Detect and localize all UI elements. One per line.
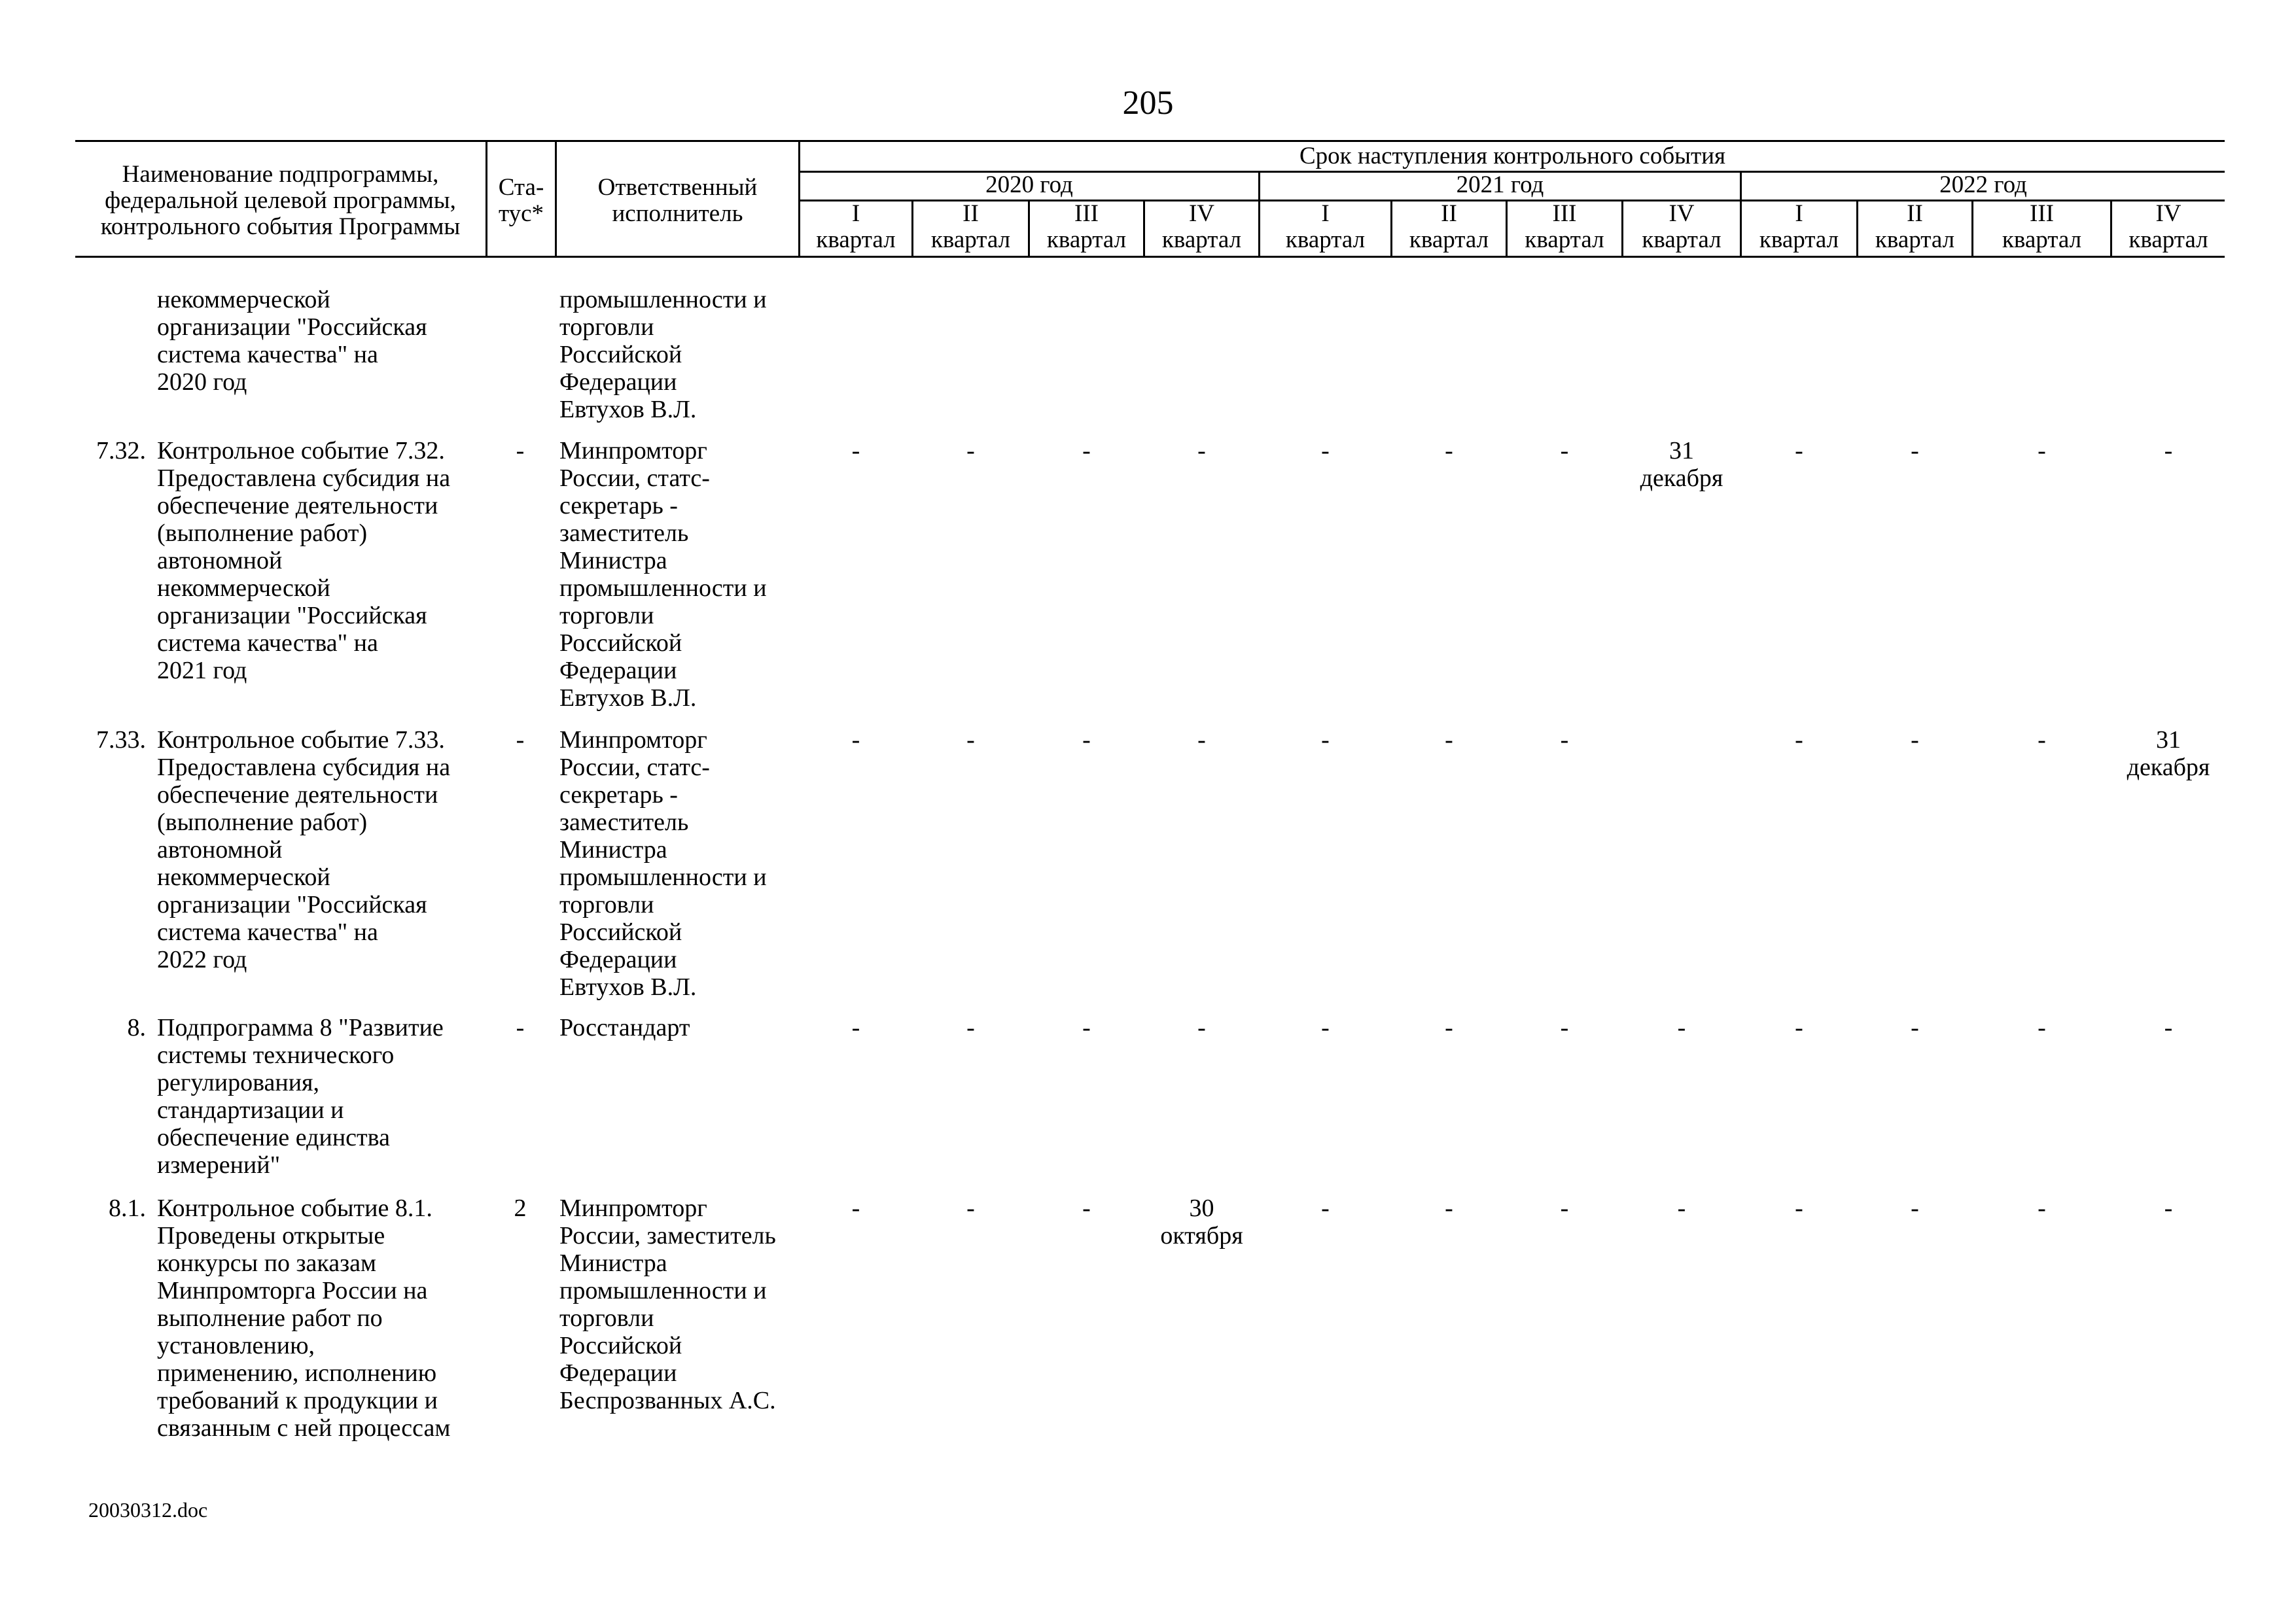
- row-number: 8.1.: [109, 1195, 146, 1222]
- quarter-cell: -: [1911, 1195, 1919, 1222]
- row-name: Контрольное событие 7.32. Предоставлена субсидия на обеспечение деятельности (выполнение работ) автономной некоммерческой организации "Российская система качества" на 2021 год: [157, 437, 451, 684]
- quarter-cell: -: [1445, 726, 1453, 754]
- header-year-2022: 2022 год: [1939, 171, 2027, 198]
- header-quarter: I квартал: [1759, 200, 1839, 253]
- quarter-cell: -: [1795, 726, 1803, 754]
- header-quarter: IV квартал: [2128, 200, 2208, 253]
- quarter-cell: -: [1560, 726, 1569, 754]
- header-year-2020: 2020 год: [985, 171, 1073, 198]
- header-quarter: IV квартал: [1161, 200, 1242, 253]
- row-name: Контрольное событие 8.1. Проведены открытые конкурсы по заказам Минпромторга России на выполнение работ по установлению, применению, исполнению требований к продукции и связанным с ней процессам: [157, 1195, 451, 1442]
- row-status: 2: [514, 1195, 527, 1222]
- quarter-cell: -: [966, 726, 975, 754]
- footer-filename: 20030312.doc: [88, 1498, 208, 1522]
- row-status: -: [516, 1014, 525, 1041]
- quarter-cell: -: [851, 437, 860, 464]
- header-quarter: IV квартал: [1642, 200, 1722, 253]
- header-quarter: II квартал: [1409, 200, 1489, 253]
- row-status: -: [516, 726, 525, 754]
- header-quarter: III квартал: [1046, 200, 1127, 253]
- quarter-cell: -: [851, 1195, 860, 1222]
- quarter-cell: -: [966, 1195, 975, 1222]
- quarter-cell: -: [1321, 437, 1330, 464]
- quarter-cell: -: [851, 726, 860, 754]
- header-year-2021: 2021 год: [1456, 171, 1544, 198]
- row-number: 8.: [127, 1014, 146, 1041]
- header-quarter: III квартал: [1525, 200, 1604, 253]
- header-name-column: Наименование подпрограммы, федеральной целевой программы, контрольного события Программы: [100, 161, 461, 240]
- quarter-cell: -: [2038, 437, 2046, 464]
- quarter-cell: 30 октября: [1160, 1195, 1243, 1249]
- quarter-cell: -: [1197, 437, 1206, 464]
- quarter-cell: -: [1321, 1195, 1330, 1222]
- quarter-cell: -: [1911, 726, 1919, 754]
- quarter-cell: -: [2038, 1014, 2046, 1041]
- header-quarter: II квартал: [1875, 200, 1955, 253]
- quarter-cell: 31 декабря: [1640, 437, 1723, 492]
- quarter-cell: -: [1677, 1195, 1686, 1222]
- quarter-cell: -: [966, 1014, 975, 1041]
- quarter-cell: -: [1560, 1195, 1569, 1222]
- row-number: 7.32.: [96, 437, 146, 464]
- quarter-cell: -: [1795, 1014, 1803, 1041]
- row-executor: Минпромторг России, заместитель Министра промышленности и торговли Российской Федерации Беспрозванных А.С.: [559, 1195, 776, 1414]
- header-quarter: I квартал: [1285, 200, 1366, 253]
- row-executor: Росстандарт: [559, 1014, 690, 1041]
- quarter-cell: -: [1321, 1014, 1330, 1041]
- row-status: -: [516, 437, 525, 464]
- row-executor: промышленности и торговли Российской Федерации Евтухов В.Л.: [559, 286, 767, 423]
- quarter-cell: -: [2038, 1195, 2046, 1222]
- quarter-cell: -: [1197, 1014, 1206, 1041]
- quarter-cell: -: [2164, 437, 2173, 464]
- quarter-cell: -: [1677, 1014, 1686, 1041]
- quarter-cell: -: [2164, 1195, 2173, 1222]
- header-status-column: Ста- тус*: [498, 174, 544, 227]
- row-name: Подпрограмма 8 "Развитие системы технического регулирования, стандартизации и обеспечение единства измерений": [157, 1014, 444, 1179]
- header-deadline-column: Срок наступления контрольного события: [1299, 143, 1726, 169]
- quarter-cell: -: [1082, 1195, 1091, 1222]
- quarter-cell: -: [1445, 1014, 1453, 1041]
- quarter-cell: 31 декабря: [2127, 726, 2210, 781]
- quarter-cell: -: [1445, 1195, 1453, 1222]
- quarter-cell: -: [1911, 1014, 1919, 1041]
- quarter-cell: -: [1197, 726, 1206, 754]
- quarter-cell: -: [1560, 1014, 1569, 1041]
- quarter-cell: -: [1560, 437, 1569, 464]
- header-quarter: I квартал: [816, 200, 896, 253]
- header-quarter: II квартал: [930, 200, 1011, 253]
- row-name: некоммерческой организации "Российская система качества" на 2020 год: [157, 286, 427, 396]
- quarter-cell: -: [1082, 1014, 1091, 1041]
- header-executor-column: Ответственный исполнитель: [597, 174, 758, 227]
- row-executor: Минпромторг России, статс- секретарь - заместитель Министра промышленности и торговли Российской Федерации Евтухов В.Л.: [559, 437, 767, 712]
- row-name: Контрольное событие 7.33. Предоставлена субсидия на обеспечение деятельности (выполнение работ) автономной некоммерческой организации "Российская система качества" на 2022 год: [157, 726, 451, 973]
- quarter-cell: -: [2164, 1014, 2173, 1041]
- quarter-cell: -: [1795, 1195, 1803, 1222]
- quarter-cell: -: [1321, 726, 1330, 754]
- row-executor: Минпромторг России, статс- секретарь - заместитель Министра промышленности и торговли Российской Федерации Евтухов В.Л.: [559, 726, 767, 1001]
- page-number: 205: [1122, 84, 1174, 122]
- quarter-cell: -: [1911, 437, 1919, 464]
- table-header: [75, 140, 2225, 258]
- quarter-cell: -: [1082, 726, 1091, 754]
- quarter-cell: -: [851, 1014, 860, 1041]
- quarter-cell: -: [2038, 726, 2046, 754]
- quarter-cell: -: [1795, 437, 1803, 464]
- quarter-cell: -: [966, 437, 975, 464]
- header-quarter: III квартал: [2002, 200, 2082, 253]
- quarter-cell: -: [1082, 437, 1091, 464]
- row-number: 7.33.: [96, 726, 146, 754]
- quarter-cell: -: [1445, 437, 1453, 464]
